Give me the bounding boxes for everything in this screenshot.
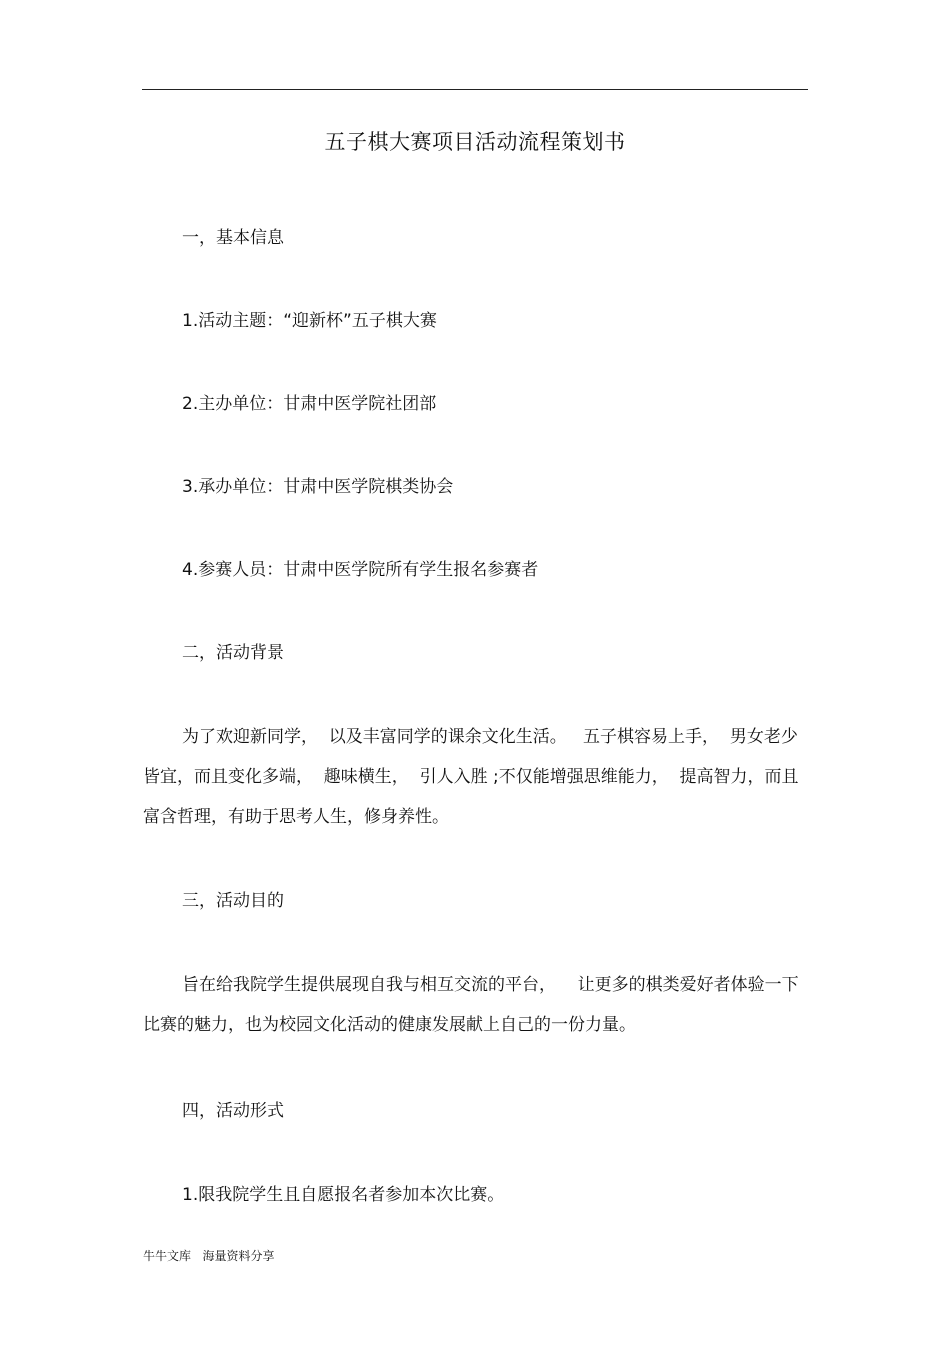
- purpose-paragraph: 旨在给我院学生提供展现自我与相互交流的平台， 让更多的棋类爱好者体验一下比赛的魅力，也为校园文化活动的健康发展献上自己的一份力量。: [143, 975, 799, 1035]
- document-title: 五子棋大赛项目活动流程策划书: [324, 130, 626, 154]
- activity-theme: 1.活动主题：“迎新杯”五子棋大赛: [182, 311, 437, 331]
- co-organizer: 3.承办单位：甘肃中医学院棋类协会: [182, 477, 454, 497]
- footer-text: 牛牛文库 海量资料分享: [143, 1249, 275, 1263]
- section-heading-format: 四，活动形式: [182, 1101, 284, 1121]
- format-item-1: 1.限我院学生且自愿报名者参加本次比赛。: [182, 1185, 505, 1205]
- participants: 4.参赛人员：甘肃中医学院所有学生报名参赛者: [182, 560, 539, 580]
- background-paragraph: 为了欢迎新同学， 以及丰富同学的课余文化生活。 五子棋容易上手， 男女老少皆宜，而且变化多端， 趣味横生， 引人入胜 ;不仅能增强思维能力， 提高智力，而且富含哲理，有助于思考人生，修身养性。: [143, 727, 799, 827]
- section-heading-purpose: 三，活动目的: [182, 891, 284, 911]
- header-rule: [142, 89, 808, 90]
- section-heading-basic-info: 一，基本信息: [182, 228, 284, 248]
- organizer: 2.主办单位：甘肃中医学院社团部: [182, 394, 437, 414]
- section-heading-background: 二，活动背景: [182, 643, 284, 663]
